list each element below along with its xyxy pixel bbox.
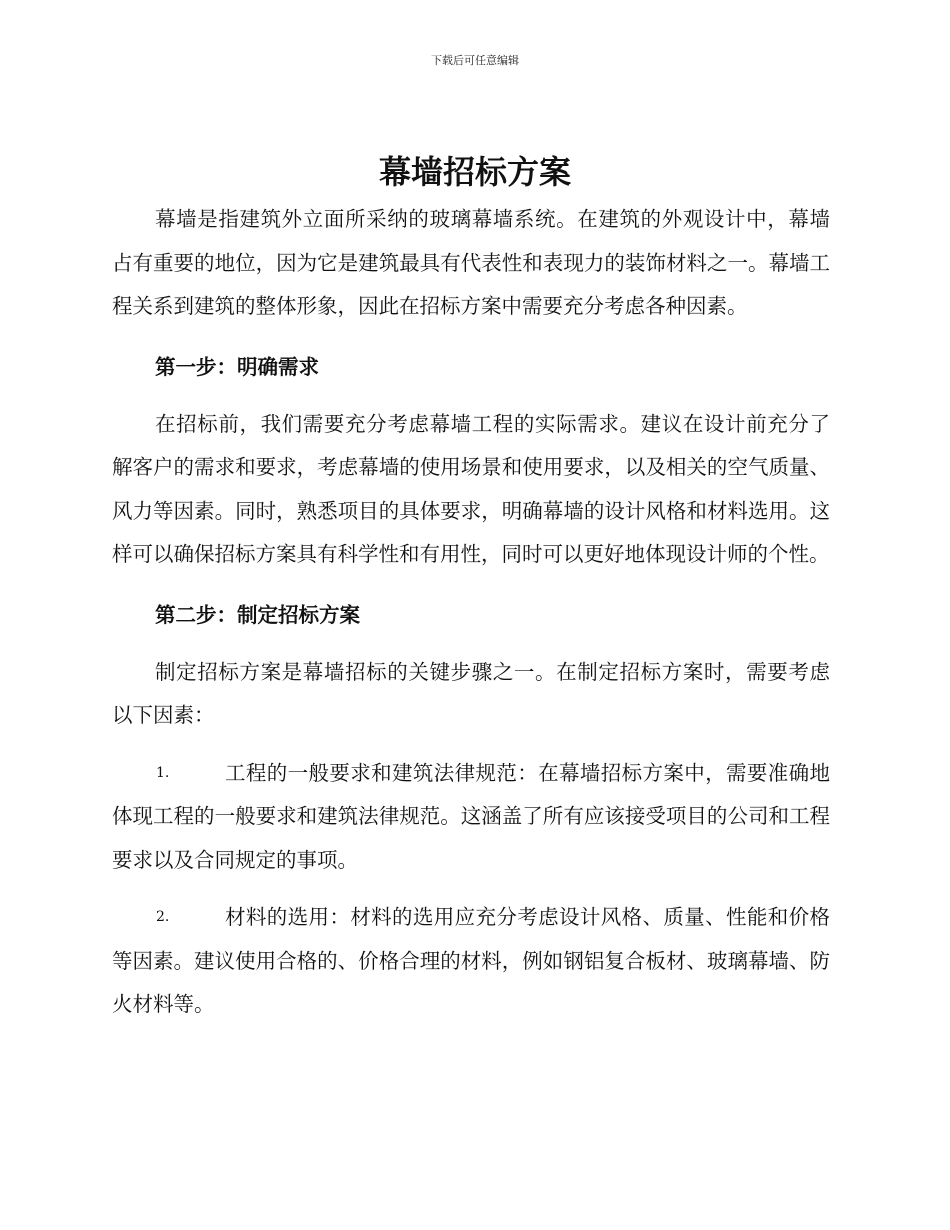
list-item-text: 材料的选用：材料的选用应充分考虑设计风格、质量、性能和价格等因素。建议使用合格的、价格合理的材料，例如钢铝复合板材、玻璃幕墙、防火材料等。 bbox=[112, 905, 830, 1016]
document-title: 幕墙招标方案 bbox=[378, 153, 571, 191]
list-item-number: 2. bbox=[156, 909, 170, 925]
step1-heading: 第一步：明确需求 bbox=[155, 354, 319, 379]
document-body bbox=[112, 198, 830, 1027]
list-item-number: 1. bbox=[156, 764, 170, 781]
list-item bbox=[112, 896, 830, 1027]
step2-heading: 第二步：制定招标方案 bbox=[155, 602, 360, 627]
step2-paragraph: 制定招标方案是幕墙招标的关键步骤之一。在制定招标方案时，需要考虑以下因素： bbox=[112, 659, 830, 727]
intro-paragraph: 幕墙是指建筑外立面所采纳的玻璃幕墙系统。在建筑的外观设计中，幕墙占有重要的地位，因为它是建筑最具有代表性和表现力的装饰材料之一。幕墙工程关系到建筑的整体形象，因此在招标方案中需要充分考虑各种因素。 bbox=[112, 207, 830, 318]
list-item bbox=[112, 752, 830, 883]
step1-paragraph: 在招标前，我们需要充分考虑幕墙工程的实际需求。建议在设计前充分了解客户的需求和要求，考虑幕墙的使用场景和使用要求，以及相关的空气质量、风力等因素。同时，熟悉项目的具体要求，明确幕墙的设计风格和材料选用。这样可以确保招标方案具有科学性和有用性，同时可以更好地体现设计师的个性。 bbox=[112, 411, 830, 566]
list-item-text: 工程的一般要求和建筑法律规范：在幕墙招标方案中，需要准确地体现工程的一般要求和建筑法律规范。这涵盖了所有应该接受项目的公司和工程要求以及合同规定的事项。 bbox=[112, 760, 830, 872]
header-note: 下载后可任意编辑 bbox=[431, 54, 519, 67]
